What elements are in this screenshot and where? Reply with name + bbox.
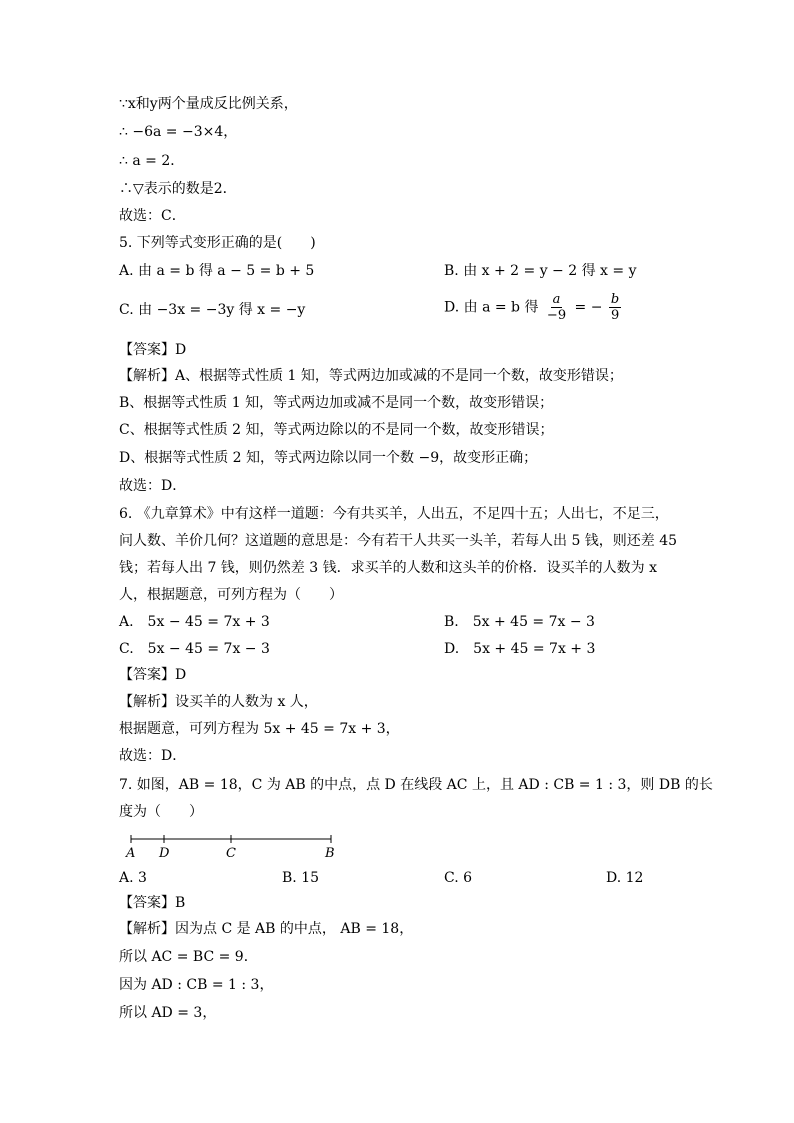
analysis-line: 【解析】因为点 C 是 AB 的中点， AB = 18， <box>119 921 414 937</box>
point-label-d: D <box>159 846 170 861</box>
analysis-line: C、根据等式性质 2 知，等式两边除以的不是同一个数，故变形错误； <box>119 422 554 438</box>
analysis-line: B、根据等式性质 1 知，等式两边加或减不是同一个数，故变形错误； <box>119 395 554 411</box>
solution-line: ∴ a = 2． <box>119 153 185 169</box>
solution-line: ∴ −6a = −3×4， <box>119 124 238 140</box>
question-7-option-d: D. 12 <box>606 870 644 886</box>
answer-label: 【答案】D <box>119 667 187 683</box>
question-5-option-d: D. 由 a = b 得 $\frac{a}{-9}$ = − $\frac{b}{9}$ <box>444 292 620 323</box>
solution-line: ∵x和y两个量成反比例关系， <box>119 96 298 112</box>
line-segment-figure <box>119 832 349 846</box>
question-7-option-c: C. 6 <box>444 870 473 886</box>
answer-label: 【答案】D <box>119 342 187 358</box>
analysis-line: 根据题意，可列方程为 5x + 45 = 7x + 3， <box>119 721 400 737</box>
question-7-stem: 7. 如图，AB = 18，C 为 AB 的中点，点 D 在线段 AC 上，且 AD : CB = 1 : 3，则 DB 的长 <box>119 777 713 793</box>
analysis-line: 【解析】设买羊的人数为 x 人， <box>119 694 318 710</box>
question-6-option-a: A. 5x − 45 = 7x + 3 <box>119 614 270 630</box>
analysis-line: 所以 AD = 3， <box>119 1005 217 1021</box>
analysis-line: 【解析】A、根据等式性质 1 知，等式两边加或减的不是同一个数，故变形错误； <box>119 368 623 384</box>
line-segment-diagram <box>119 832 349 864</box>
fraction: $\frac{a}{-9}$ <box>546 292 567 323</box>
question-6-option-c: C. 5x − 45 = 7x − 3 <box>119 641 270 657</box>
analysis-line: 故选：D． <box>119 748 187 764</box>
question-5-stem: 5. 下列等式变形正确的是( ) <box>119 235 316 251</box>
fraction: $\frac{b}{9}$ <box>610 292 620 323</box>
analysis-line: 所以 AC = BC = 9． <box>119 949 258 965</box>
question-6-stem: 钱；若每人出 7 钱，则仍然差 3 钱．求买羊的人数和这头羊的价格．设买羊的人数为 x <box>119 560 657 576</box>
question-5-option-c: C. 由 −3x = −3y 得 x = −y <box>119 302 306 318</box>
answer-label: 【答案】B <box>119 895 186 911</box>
answer-choice-line: 故选：C． <box>119 208 186 224</box>
question-7-option-a: A. 3 <box>119 870 147 886</box>
point-label-c: C <box>226 846 236 861</box>
question-7-option-b: B. 15 <box>282 870 320 886</box>
question-7-stem: 度为（ ） <box>119 804 203 820</box>
analysis-line: 因为 AD : CB = 1 : 3， <box>119 977 274 993</box>
solution-line: ∴▽表示的数是2． <box>119 181 237 197</box>
question-6-option-d: D. 5x + 45 = 7x + 3 <box>444 641 596 657</box>
point-label-a: A <box>126 846 136 861</box>
question-6-stem: 问人数、羊价几何？这道题的意思是：今有若干人共买一头羊，若每人出 5 钱，则还差 45 <box>119 533 678 549</box>
question-5-option-b: B. 由 x + 2 = y − 2 得 x = y <box>444 263 637 279</box>
point-label-b: B <box>325 846 335 861</box>
question-6-stem: 6. 《九章算术》中有这样一道题：今有共买羊，人出五，不足四十五；人出七，不足三， <box>119 506 669 522</box>
question-6-option-b: B. 5x + 45 = 7x − 3 <box>444 614 595 630</box>
question-6-stem: 人，根据题意，可列方程为（ ） <box>119 587 343 603</box>
analysis-line: 故选：D． <box>119 478 187 494</box>
analysis-line: D、根据等式性质 2 知，等式两边除以同一个数 −9，故变形正确； <box>119 450 538 466</box>
question-5-option-a: A. 由 a = b 得 a − 5 = b + 5 <box>119 263 315 279</box>
